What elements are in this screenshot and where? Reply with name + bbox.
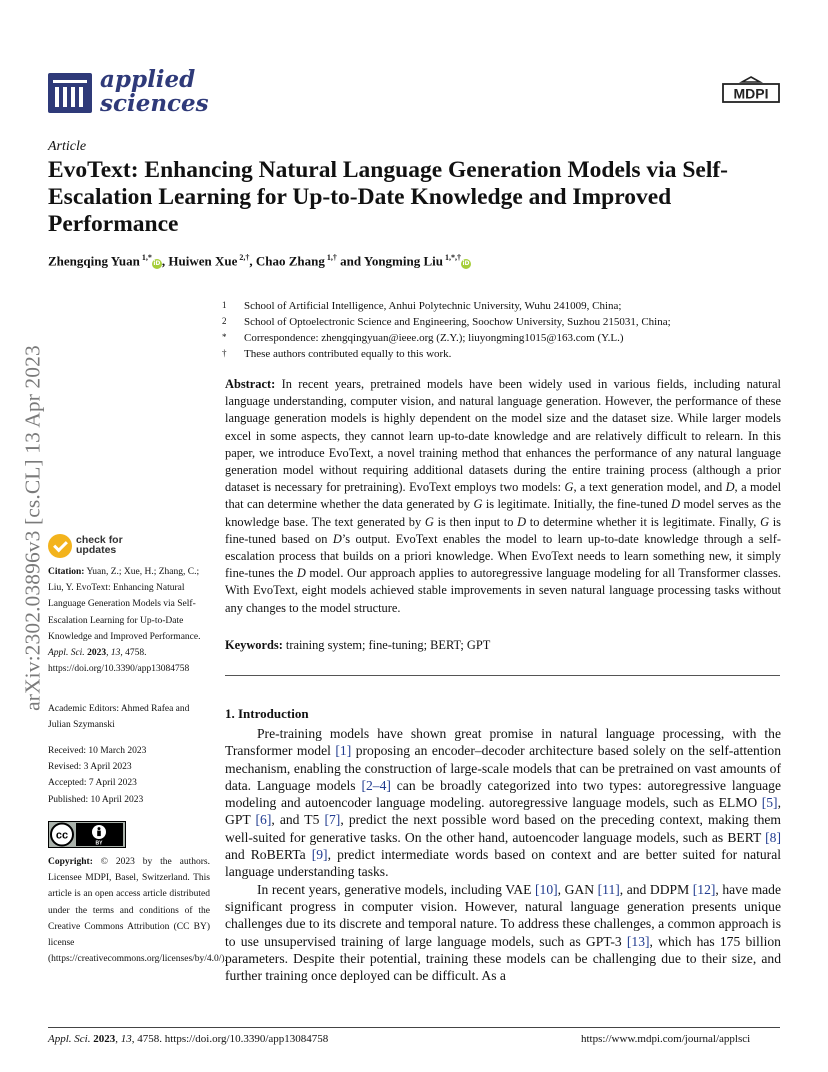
copyright-label: Copyright: [48,857,93,867]
reference-link[interactable]: [7] [324,812,341,828]
paragraph-text: , have made significant progress in computer vision. However, natural language generation presents unique challenges due to its discrete and temporal nature. To address these challenges, a common approach is to use unsupervised training of large language models, such as GPT-3 [225,881,782,949]
paragraph-text: , predict the next possible word based on the preceding context, making them well-suited for generative tasks. On the other hand, autoencoder language models, such as BERT [225,812,781,845]
publication-dates [48,743,210,808]
citation-label: Citation: [48,567,85,577]
affiliation-item [222,330,782,346]
affiliation-text: Correspondence: zhengqingyuan@ieee.org (Z.Y.); liuyongming1015@163.com (Y.L.) [244,332,624,344]
affiliation-mark: 2 [222,316,227,326]
citation-doi: , 4758. https://doi.org/10.3390/app13084758 [48,648,190,675]
copyright-text: © 2023 by the authors. Licensee MDPI, Basel, Switzerland. This article is an open access article distributed under the terms and conditions of the Creative Commons Attribution (CC BY) license (https://creativecommons.org/licenses/by/4.0/). [48,857,227,965]
abstract-text: is fine-tuned based on [225,514,781,546]
model-symbol: G [473,497,483,512]
cc-by-license-badge[interactable] [48,821,126,848]
paragraph-text: , GPT [225,795,781,828]
affiliation-text: School of Optoelectronic Science and Engineering, Soochow University, Suzhou 215031, China; [244,316,671,328]
reference-link[interactable]: [9] [311,847,328,863]
affiliation-item [222,314,782,330]
model-symbol: D [671,497,681,512]
paragraph-text: Pre-training models have shown great promise in natural language processing, with the Transformer model [225,726,781,759]
introduction-body [225,725,781,984]
footer-divider [48,1027,780,1028]
paragraph-text: proposing an encoder–decoder architecture based solely on the self-attention mechanism, enabling the construction of large-scale models that can be pretrained on vast amounts of data. Language models [225,743,781,793]
reference-link[interactable]: [2–4] [361,777,391,793]
article-type: Article [48,139,87,154]
reference-link[interactable]: [10] [535,881,558,897]
date-line: Received: 10 March 2023 [48,746,147,756]
reference-link[interactable]: [6] [255,812,272,828]
abstract-label: Abstract: [225,377,276,391]
author-name: Chao Zhang [255,253,325,269]
date-line: Published: 10 April 2023 [48,794,144,805]
abstract-text: model serves as the knowledge base. The text generated by [225,497,781,529]
date-line: Revised: 3 April 2023 [48,762,132,773]
abstract-text: , a text generation model, and [573,480,726,495]
affiliation-text: These authors contributed equally to this work. [244,348,452,360]
author-affiliation-marks: 1,*,† [443,253,461,262]
paragraph-text: , and T5 [271,812,325,828]
model-symbol: D [296,566,306,581]
section-divider [225,675,780,676]
footer-citation: Appl. Sci. 2023, 13, 4758. https://doi.org/10.3390/app13084758 [48,1033,329,1045]
journal-logo [48,66,209,120]
reference-link[interactable]: [12] [692,881,716,897]
paragraph [225,725,781,881]
abstract-text: is legitimate. Initially, the fine-tuned [482,497,672,512]
model-symbol: D [517,514,527,529]
keywords [225,638,490,653]
author-name: Zhengqing Yuan [48,253,140,269]
footer-volume: 13 [120,1033,132,1045]
abstract-text: is then input to [433,514,518,529]
abstract-text: In recent years, pretrained models have been widely used in various fields, including natural language understanding, computer vision, and natural language generation. However, the performance of these language generation models is highly dependent on the model size and the dataset size. While larger models excel in some aspects, they cannot learn up-to-date knowledge and are relatively difficult to relearn. In this paper, we introduce EvoText, a novel training method that enhances the performance of any natural language generation model without requiring additional datasets during the entire training process (although a prior dataset is necessary for pretraining). EvoText employs two models: [225,377,781,495]
paragraph-text: can be broadly categorized into two types: autoregressive language modeling and autoencoder language modeling. autoregressive language models, such as ELMO [225,777,781,811]
footer-journal-link[interactable]: https://www.mdpi.com/journal/applsci [581,1033,751,1045]
reference-link[interactable]: [13] [626,933,650,949]
citation-volume: 13 [110,648,121,659]
model-symbol: D [332,531,342,546]
cc-by-icon [48,821,126,848]
citation-text: Yuan, Z.; Xue, H.; Zhang, C.; Liu, Y. EvoText: Enhancing Natural Language Generation Models via Self-Escalation Learning for Up-to-Date Knowledge and Improved Performance. [48,567,201,642]
affiliation-mark: 1 [222,300,227,310]
author-affiliation-marks: 2,† [237,253,250,262]
author-separator: and [336,253,364,269]
citation-year: 2023 [87,648,107,659]
section-heading: 1. Introduction [225,706,309,721]
keywords-text: training system; fine-tuning; BERT; GPT [282,638,491,652]
journal-name-line2: sciences [100,90,209,117]
paragraph-text: , and DDPM [619,881,693,897]
affiliation-mark: * [222,332,227,342]
reference-link[interactable]: [8] [765,829,781,845]
author-list [48,253,471,269]
affiliation-mark: † [222,348,227,358]
date-line: Accepted: 7 April 2023 [48,778,137,789]
affiliation-item [222,298,782,314]
model-symbol: G [564,480,574,495]
paragraph-text: In recent years, generative models, including VAE [257,881,536,897]
cc-badge-label: BY [95,840,103,847]
author-affiliation-marks: 1,† [324,253,337,262]
check-label-line1: check for [76,534,123,546]
abstract-text: ’s output. EvoText enables the model to learn up-to-date knowledge through a self-escalation process that builds on a priori knowledge. When EvoText needs to learn something new, it simply fine-tunes the [225,531,781,581]
check-label-line2: updates [76,544,117,556]
footer-doi: , 4758. https://doi.org/10.3390/app13084758 [131,1033,329,1045]
footer-year: 2023 [93,1033,116,1045]
author-separator: , [161,253,169,269]
publisher-logo [722,76,780,108]
reference-link[interactable]: [11] [597,881,620,897]
footer-journal: Appl. Sci. [48,1033,91,1045]
citation-journal: Appl. Sci. [48,648,85,659]
author-affiliation-marks: 1,* [139,253,152,262]
model-symbol: D [725,480,735,495]
paragraph-text: , which has 175 billion parameters. Despite their potential, training these models can be challenging due to their size, and further training once deployed can be difficult. As a [225,933,781,984]
paragraph-text: and RoBERTa [225,847,312,863]
author-separator: , [249,253,256,269]
paragraph-text: , predict intermediate words based on context and are better suited for natural language understanding tasks. [225,847,782,880]
abstract-text: to determine whether it is legitimate. Finally, [526,514,761,529]
abstract [225,376,781,617]
model-symbol: G [424,514,434,529]
affiliation-text: School of Artificial Intelligence, Anhui Polytechnic University, Wuhu 241009, China; [244,300,622,312]
journal-name [100,68,209,116]
orcid-icon[interactable]: iD [153,260,161,268]
check-mark-icon [48,534,72,558]
paragraph-text: , GAN [557,881,598,897]
affiliations [222,298,782,362]
paper-title: EvoText: Enhancing Natural Language Generation Models via Self-Escalation Learning for Up-to-Date Knowledge and Improved Performance [48,157,729,237]
orcid-icon[interactable]: iD [462,260,470,268]
abstract-text: model. Our approach applies to autoregressive language modeling for all Transformer classes. With EvoText, eight models achieved stable improvements in seven natural language processing tasks without any changes to the model structure. [225,566,781,615]
keywords-label: Keywords: [225,638,283,652]
affiliation-item [222,346,782,362]
publisher-name: MDPI [733,85,769,102]
author-name: Yongming Liu [363,253,443,269]
reference-link[interactable]: [1] [335,743,352,759]
journal-name-line1: applied [100,66,196,93]
model-symbol: G [760,514,770,529]
abstract-text: , a model that can determine whether the data generated by [225,480,782,512]
journal-logo-icon [48,73,92,113]
academic-editors: Academic Editors: Ahmed Rafea and Julian Szymanski [48,704,190,731]
arxiv-id: arXiv:2302.03896v3 [cs.CL] 13 Apr 2023 [20,344,45,711]
paragraph [225,881,781,985]
check-for-updates-button[interactable] [48,532,148,562]
author-name: Huiwen Xue [168,253,238,269]
copyright-notice [48,854,227,967]
mdpi-logo-icon [722,76,780,108]
citation-block: Citation: Yuan, Z.; Xue, H.; Zhang, C.; Liu, Y. EvoText: Enhancing Natural Language Generation Models via Self-Escalation Learning for Up-to-Date Knowledge and Improved Performance. Appl. Sci. 2023, 13, 4758. https://doi.org/10.3390/app13084758 [48,567,201,675]
svg-text:cc: cc [55,829,69,842]
reference-link[interactable]: [5] [761,795,778,811]
arxiv-stamp [18,290,48,765]
